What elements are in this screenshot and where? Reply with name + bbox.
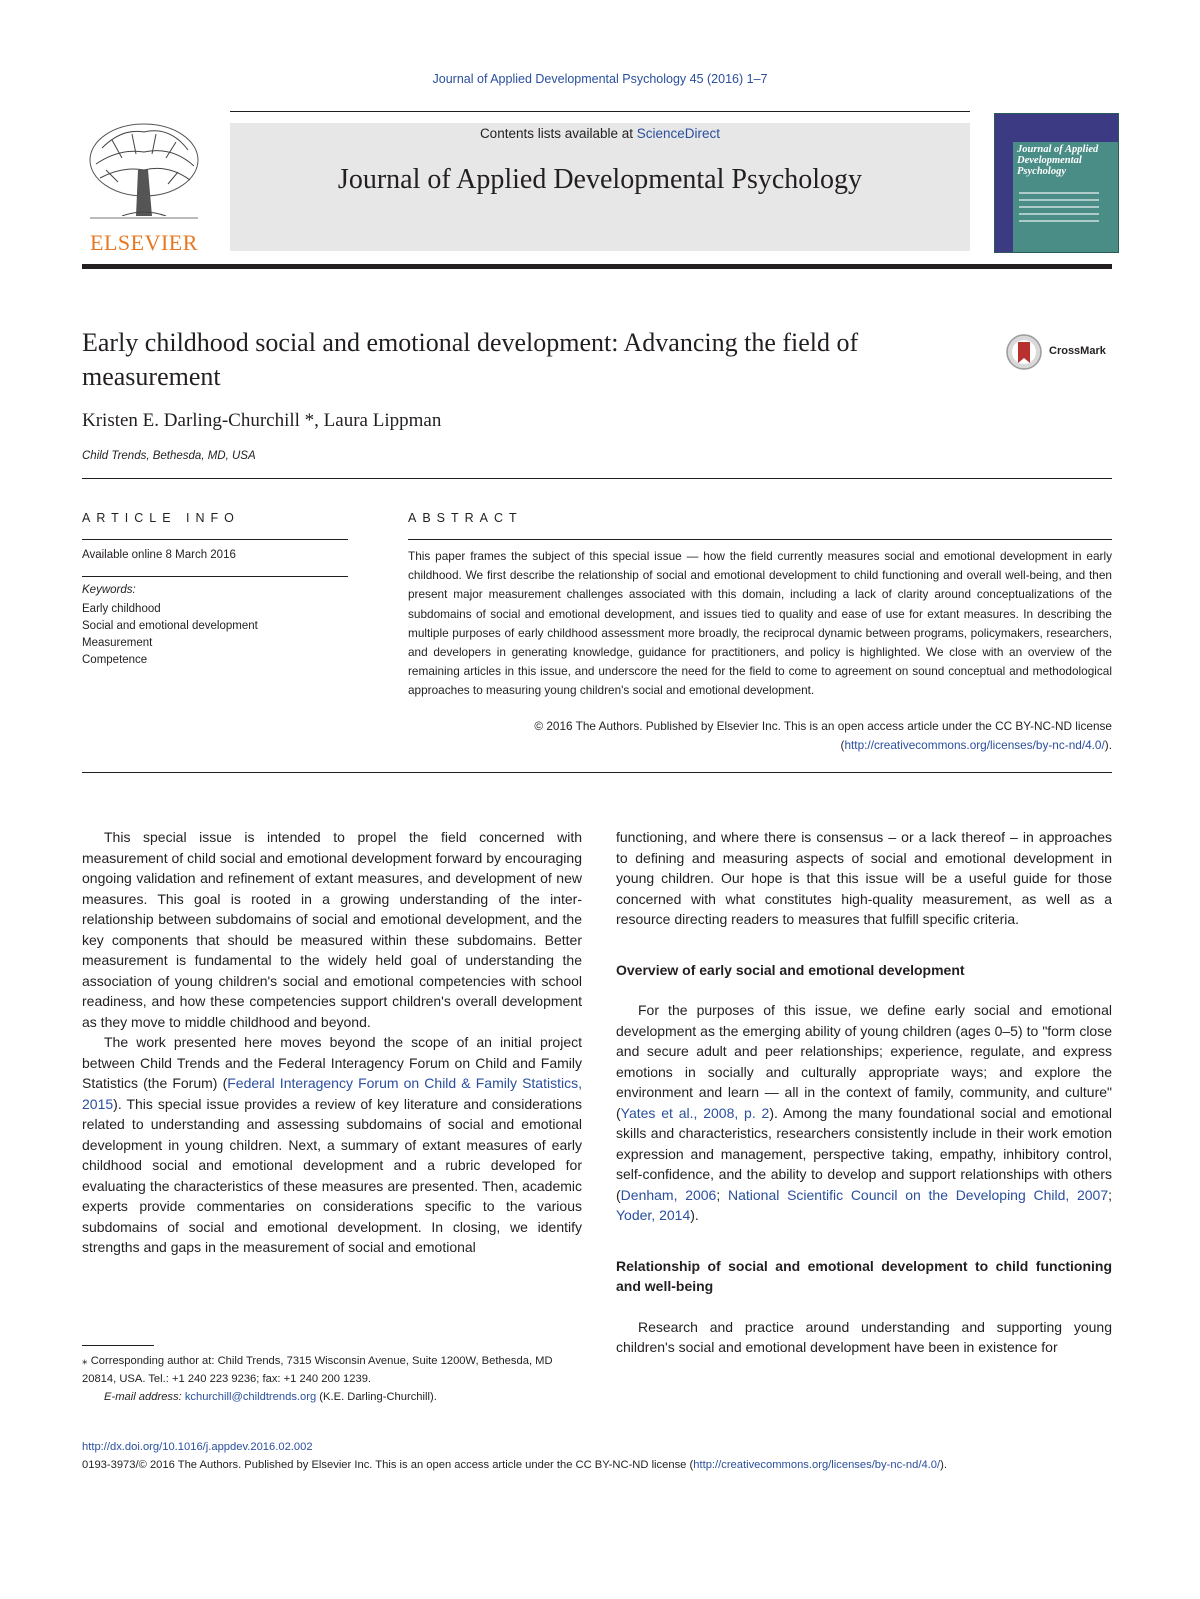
journal-name: Journal of Applied Developmental Psychology — [337, 164, 863, 195]
email-link[interactable]: kchurchill@childtrends.org — [184, 1391, 317, 1403]
body-paragraph: This special issue is intended to propel the field concerned with measurement of child social and emotional development forward by encouraging ongoing validation and refinement of extant measures, and development of new measures. This goal is rooted in a growing understanding of the inter-relationship between subdomains of social and emotional development, and the key components that should be measured within these subdomains. Better measurement is fundamental to the widely held goal of understanding the association of young children's social and emotional competencies with school readiness, and how these competencies support children's overall development as they move to middle childhood and beyond. — [82, 829, 582, 1030]
body-paragraph: Research and practice around understanding and supporting young children's social and emotional development have been in existence for — [616, 1318, 1112, 1355]
crossmark-icon — [1005, 333, 1045, 371]
corresponding-author-footnote — [82, 1352, 582, 1406]
contents-line — [230, 126, 970, 141]
author-list: Kristen E. Darling-Churchill *, Laura Lippman — [82, 410, 442, 431]
available-online: Available online 8 March 2016 — [82, 549, 236, 561]
license-link[interactable]: http://creativecommons.org/licenses/by-nc-nd/4.0/ — [693, 1459, 941, 1471]
license-text: 0193-3973/© 2016 The Authors. Published by Elsevier Inc. This is an open access article under the CC BY-NC-ND license ( — [82, 1459, 694, 1471]
license-line: (http://creativecommons.org/licenses/by-nc-nd/4.0/). — [840, 738, 1112, 752]
cover-top-band — [995, 114, 1118, 142]
keywords-list — [82, 601, 258, 669]
paragraph-text: The work presented here moves beyond the scope of an initial project between Child Trends and the Federal Interagency Forum on Child and Family Statistics (the Forum) ( — [82, 1034, 582, 1091]
contents-prefix: Contents lists available at — [479, 126, 637, 141]
sciencedirect-link[interactable]: ScienceDirect — [636, 126, 721, 141]
abstract-copyright — [408, 717, 1112, 755]
journal-cover-image[interactable] — [994, 113, 1119, 253]
keyword-item: Competence — [82, 654, 148, 666]
cover-decoration — [1019, 192, 1099, 227]
separator: ; — [716, 1186, 728, 1203]
body-paragraph — [82, 1032, 582, 1258]
doi-link[interactable]: http://dx.doi.org/10.1016/j.appdev.2016.02.002 — [82, 1441, 313, 1453]
bottom-license-line — [82, 1459, 947, 1471]
footnote-rule — [82, 1345, 154, 1346]
info-rule-1 — [82, 539, 348, 540]
article-title: Early childhood social and emotional development: Advancing the field of measurement — [82, 328, 859, 391]
copyright-line: © 2016 The Authors. Published by Elsevier Inc. This is an open access article under the CC BY-NC-ND license — [534, 719, 1112, 733]
affiliation: Child Trends, Bethesda, MD, USA — [82, 450, 256, 462]
keyword-item: Early childhood — [82, 603, 161, 615]
crossmark-label: CrossMark — [1049, 345, 1106, 357]
paragraph-text: For the purposes of this issue, we define early social and emotional development as the emerging ability of young children (ages 0–5) to "form close and secure adult and peer relationships; experience, regulate, and express emotions in socially and culturally appropriate ways; and explore the environment and learn — all in the context of family, community, and culture" ( — [616, 1002, 1112, 1121]
footnote-text: Corresponding author at: Child Trends, 7315 Wisconsin Avenue, Suite 1200W, Bethesda, MD 20814, USA. Tel.: +1 240 223 9236; fax: +1 240 200 1239. — [82, 1355, 553, 1385]
license-link[interactable]: http://creativecommons.org/licenses/by-nc-nd/4.0/ — [844, 738, 1105, 752]
keyword-item: Social and emotional development — [82, 620, 258, 632]
citation-link[interactable]: National Scientific Council on the Developing Child, 2007 — [727, 1186, 1109, 1203]
body-right-column — [616, 827, 1112, 1358]
abstract-heading: ABSTRACT — [408, 511, 523, 525]
journal-citation-link[interactable]: Journal of Applied Developmental Psychology 45 (2016) 1–7 — [432, 72, 768, 86]
info-rule-2 — [82, 576, 348, 577]
cover-title: Journal of Applied Developmental Psychology — [1017, 144, 1099, 177]
keyword-item: Measurement — [82, 637, 153, 649]
title-rule — [82, 478, 1112, 479]
citation-link[interactable]: Denham, 2006 — [620, 1186, 717, 1203]
separator: ; — [1108, 1186, 1113, 1203]
section-heading: Overview of early social and emotional development — [616, 961, 965, 978]
footnote-address — [82, 1352, 582, 1388]
body-paragraph — [616, 1000, 1112, 1226]
email-label: E-mail address: — [104, 1391, 185, 1403]
footnote-email-line — [82, 1388, 582, 1406]
citation-link[interactable]: Yoder, 2014 — [616, 1207, 691, 1223]
abstract-bottom-rule — [82, 772, 1112, 773]
body-paragraph: functioning, and where there is consensus – or a lack thereof – in approaches to defining and measuring aspects of social and emotional development in young children. Our hope is that this issue will be a useful guide for those concerned with what constitutes high-quality measurement, as well as a resource directing readers to measures that fulfill specific criteria. — [616, 829, 1112, 927]
abstract-rule — [408, 539, 1112, 540]
abstract-text: This paper frames the subject of this special issue — how the field currently measures social and emotional development in early childhood. We first describe the relationship of social and emotional development to child functioning and overall well-being, and then present major measurement challenges associated with this domain, including a lack of clarity around conceptualizations of the subdomains of social and emotional development, and issues tied to quality and ease of use for extant measures. In describing the multiple purposes of early childhood assessment more broadly, the reciprocal dynamic between programs, policymakers, researchers, and developers in generating knowledge, guidance for practitioners, and policy is highlighted. We close with an overview of the remaining articles in this issue, and underscore the need for the field to come to agreement on sound conceptual and methodological approaches to measuring young children's social and emotional development. — [408, 549, 1112, 698]
elsevier-wordmark: ELSEVIER — [90, 230, 198, 255]
elsevier-logo — [82, 118, 206, 256]
paragraph-text: ). This special issue provides a review of key literature and considerations related to understanding and assessing subdomains of social and emotional development in young children. Next, a summary of extant measures of early childhood social and emotional development and a rubric developed for evaluating the characteristics of these measures are presented. Then, academic experts provide commentaries on considerations specific to the various subdomains of social and emotional development. In closing, we identify strengths and gaps in the measurement of social and emotional — [82, 1095, 582, 1255]
article-info-heading: ARTICLE INFO — [82, 511, 240, 525]
header-top-rule — [230, 111, 970, 112]
citation-link[interactable]: Yates et al., 2008, p. 2 — [620, 1104, 770, 1121]
paragraph-text: ). Among the many foundational social and emotional skills and characteristics, researchers consistently include in their work emotion expression and management, perspective taking, empathy, inhibitory control, self-confidence, and the ability to develop and support relationships with others ( — [616, 1104, 1112, 1203]
email-suffix: (K.E. Darling-Churchill). — [316, 1391, 437, 1403]
crossmark-badge[interactable] — [1005, 333, 1120, 371]
footnote-marker: ⁎ — [82, 1355, 88, 1367]
license-text: ). — [940, 1459, 947, 1471]
header-bottom-rule — [82, 264, 1112, 269]
cover-left-band — [995, 142, 1013, 253]
paragraph-text: ). — [690, 1207, 699, 1223]
keywords-label: Keywords: — [82, 584, 136, 596]
citation-link[interactable]: Federal Interagency Forum on Child & Family Statistics, 2015 — [82, 1075, 582, 1112]
body-left-column — [82, 827, 582, 1258]
section-heading: Relationship of social and emotional development to child functioning and well-being — [616, 1257, 1112, 1294]
